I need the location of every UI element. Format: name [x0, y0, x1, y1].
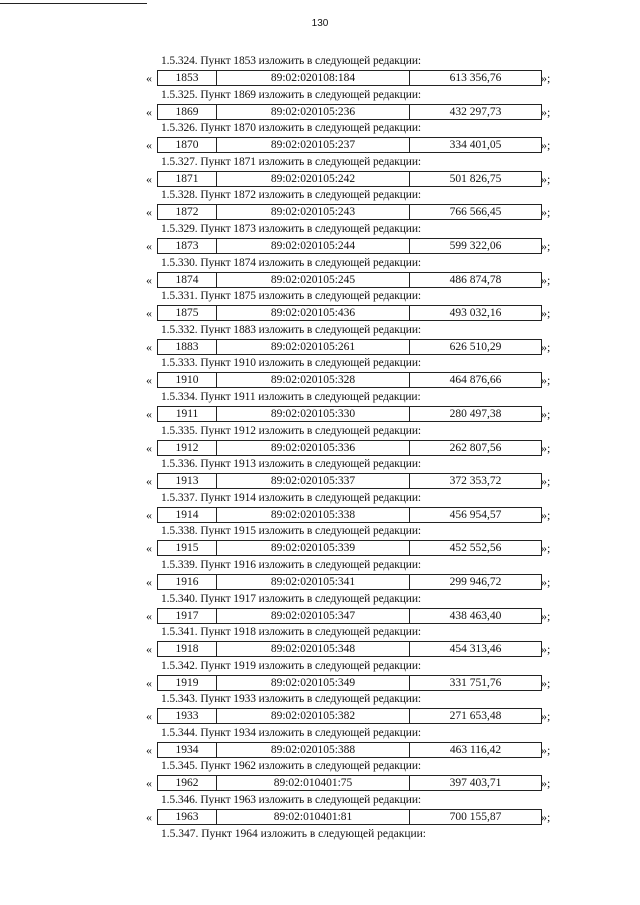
amount-cell: 700 155,87 [410, 810, 542, 825]
amendment-heading: 1.5.338. Пункт 1915 изложить в следующей редакции: [161, 525, 422, 538]
amount-cell: 452 552,56 [410, 541, 542, 556]
opening-quote: « [146, 104, 152, 119]
point-number-cell: 1963 [158, 810, 217, 825]
amendment-row-table [157, 809, 542, 825]
amendment-entry [0, 692, 640, 726]
amount-cell: 599 322,06 [410, 238, 542, 253]
closing-quote: »; [541, 642, 551, 657]
amendment-row-table [157, 742, 542, 758]
amount-cell: 486 874,78 [410, 272, 542, 287]
amount-cell: 766 566,45 [410, 205, 542, 220]
point-number-cell: 1870 [158, 138, 217, 153]
table-row [158, 742, 542, 757]
opening-quote: « [146, 373, 152, 388]
amendment-heading: 1.5.340. Пункт 1917 изложить в следующей редакции: [161, 592, 422, 605]
amendment-entry [0, 793, 640, 827]
amendment-entry [0, 121, 640, 155]
table-row [158, 810, 542, 825]
closing-quote: »; [541, 541, 551, 556]
opening-quote: « [146, 675, 152, 690]
amendment-heading: 1.5.343. Пункт 1933 изложить в следующей редакции: [161, 693, 422, 706]
amendment-row-table [157, 305, 542, 321]
amendment-row-table [157, 440, 542, 456]
amount-cell: 456 954,57 [410, 507, 542, 522]
closing-quote: »; [541, 709, 551, 724]
closing-quote: »; [541, 440, 551, 455]
opening-quote: « [146, 339, 152, 354]
amendment-heading: 1.5.335. Пункт 1912 изложить в следующей редакции: [161, 424, 422, 437]
point-number-cell: 1915 [158, 541, 217, 556]
point-number-cell: 1933 [158, 709, 217, 724]
table-row [158, 238, 542, 253]
amendment-heading: 1.5.328. Пункт 1872 изложить в следующей редакции: [161, 189, 422, 202]
amendment-row-table [157, 775, 542, 791]
cadastral-number-cell: 89:02:020105:341 [217, 574, 410, 589]
cadastral-number-cell: 89:02:020105:336 [217, 440, 410, 455]
amendment-heading: 1.5.334. Пункт 1911 изложить в следующей редакции: [161, 390, 421, 403]
table-row [158, 574, 542, 589]
amendment-entry [0, 54, 640, 88]
table-row [158, 642, 542, 657]
table-row [158, 138, 542, 153]
table-row [158, 272, 542, 287]
amount-cell: 454 313,46 [410, 642, 542, 657]
amount-cell: 397 403,71 [410, 776, 542, 791]
amendment-list [0, 54, 640, 827]
cadastral-number-cell: 89:02:020105:328 [217, 373, 410, 388]
amount-cell: 438 463,40 [410, 608, 542, 623]
amendment-heading: 1.5.333. Пункт 1910 изложить в следующей редакции: [161, 357, 422, 370]
closing-quote: »; [541, 776, 551, 791]
amendment-row-table [157, 473, 542, 489]
amendment-row-table [157, 272, 542, 288]
amendment-heading: 1.5.327. Пункт 1871 изложить в следующей редакции: [161, 155, 422, 168]
amount-cell: 334 401,05 [410, 138, 542, 153]
closing-quote: »; [541, 238, 551, 253]
amendment-entry [0, 659, 640, 693]
cadastral-number-cell: 89:02:020108:184 [217, 71, 410, 86]
opening-quote: « [146, 440, 152, 455]
amendment-entry [0, 625, 640, 659]
amendment-row-table [157, 507, 542, 523]
amendment-entry [0, 356, 640, 390]
closing-quote: »; [541, 272, 551, 287]
point-number-cell: 1874 [158, 272, 217, 287]
amendment-entry [0, 759, 640, 793]
amendment-heading: 1.5.331. Пункт 1875 изложить в следующей редакции: [161, 290, 422, 303]
amendment-entry [0, 289, 640, 323]
point-number-cell: 1913 [158, 474, 217, 489]
table-row [158, 709, 542, 724]
amendment-entry [0, 558, 640, 592]
amount-cell: 626 510,29 [410, 339, 542, 354]
table-row [158, 306, 542, 321]
amount-cell: 331 751,76 [410, 675, 542, 690]
closing-quote: »; [541, 373, 551, 388]
closing-quote: »; [541, 574, 551, 589]
amendment-heading: 1.5.329. Пункт 1873 изложить в следующей редакции: [161, 222, 422, 235]
opening-quote: « [146, 171, 152, 186]
amendment-row-table [157, 238, 542, 254]
amount-cell: 299 946,72 [410, 574, 542, 589]
cadastral-number-cell: 89:02:020105:347 [217, 608, 410, 623]
closing-quote: »; [541, 104, 551, 119]
cadastral-number-cell: 89:02:020105:236 [217, 104, 410, 119]
table-row [158, 406, 542, 421]
cadastral-number-cell: 89:02:020105:242 [217, 171, 410, 186]
cadastral-number-cell: 89:02:020105:243 [217, 205, 410, 220]
amount-cell: 493 032,16 [410, 306, 542, 321]
amendment-entry [0, 188, 640, 222]
amount-cell: 372 353,72 [410, 474, 542, 489]
amount-cell: 463 116,42 [410, 742, 542, 757]
table-row [158, 373, 542, 388]
table-row [158, 71, 542, 86]
opening-quote: « [146, 507, 152, 522]
closing-quote: »; [541, 507, 551, 522]
amount-cell: 280 497,38 [410, 406, 542, 421]
point-number-cell: 1912 [158, 440, 217, 455]
amendment-row-table [157, 608, 542, 624]
table-row [158, 339, 542, 354]
opening-quote: « [146, 474, 152, 489]
cadastral-number-cell: 89:02:010401:75 [217, 776, 410, 791]
cadastral-number-cell: 89:02:020105:261 [217, 339, 410, 354]
amendment-heading: 1.5.326. Пункт 1870 изложить в следующей редакции: [161, 122, 422, 135]
point-number-cell: 1934 [158, 742, 217, 757]
cadastral-number-cell: 89:02:020105:330 [217, 406, 410, 421]
opening-quote: « [146, 272, 152, 287]
closing-quote: »; [541, 306, 551, 321]
opening-quote: « [146, 574, 152, 589]
amendment-row-table [157, 675, 542, 691]
closing-quote: »; [541, 474, 551, 489]
opening-quote: « [146, 138, 152, 153]
final-amendment-heading: 1.5.347. Пункт 1964 изложить в следующей редакции: [161, 827, 426, 840]
closing-quote: »; [541, 608, 551, 623]
opening-quote: « [146, 608, 152, 623]
closing-quote: »; [541, 675, 551, 690]
amendment-entry [0, 524, 640, 558]
amendment-entry [0, 424, 640, 458]
table-row [158, 776, 542, 791]
amount-cell: 262 807,56 [410, 440, 542, 455]
cadastral-number-cell: 89:02:020105:337 [217, 474, 410, 489]
page-number: 130 [311, 18, 329, 29]
cadastral-number-cell: 89:02:010401:81 [217, 810, 410, 825]
amendment-entry [0, 390, 640, 424]
cadastral-number-cell: 89:02:020105:382 [217, 709, 410, 724]
amendment-heading: 1.5.325. Пункт 1869 изложить в следующей редакции: [161, 88, 422, 101]
point-number-cell: 1910 [158, 373, 217, 388]
point-number-cell: 1875 [158, 306, 217, 321]
amendment-entry [0, 155, 640, 189]
opening-quote: « [146, 709, 152, 724]
amendment-row-table [157, 171, 542, 187]
opening-quote: « [146, 205, 152, 220]
closing-quote: »; [541, 171, 551, 186]
table-row [158, 675, 542, 690]
amendment-row-table [157, 574, 542, 590]
cadastral-number-cell: 89:02:020105:237 [217, 138, 410, 153]
amendment-heading: 1.5.330. Пункт 1874 изложить в следующей редакции: [161, 256, 422, 269]
amendment-entry [0, 323, 640, 357]
cadastral-number-cell: 89:02:020105:244 [217, 238, 410, 253]
amendment-row-table [157, 137, 542, 153]
point-number-cell: 1873 [158, 238, 217, 253]
closing-quote: »; [541, 339, 551, 354]
table-row [158, 541, 542, 556]
amendment-heading: 1.5.336. Пункт 1913 изложить в следующей редакции: [161, 458, 422, 471]
amendment-row-table [157, 70, 542, 86]
point-number-cell: 1962 [158, 776, 217, 791]
amendment-entry [0, 491, 640, 525]
point-number-cell: 1883 [158, 339, 217, 354]
table-row [158, 474, 542, 489]
table-row [158, 507, 542, 522]
closing-quote: »; [541, 71, 551, 85]
opening-quote: « [146, 742, 152, 757]
point-number-cell: 1916 [158, 574, 217, 589]
amendment-entry [0, 88, 640, 122]
opening-quote: « [146, 238, 152, 253]
opening-quote: « [146, 642, 152, 657]
amendment-row-table [157, 406, 542, 422]
amount-cell: 271 653,48 [410, 709, 542, 724]
cadastral-number-cell: 89:02:020105:388 [217, 742, 410, 757]
amendment-heading: 1.5.342. Пункт 1919 изложить в следующей редакции: [161, 659, 422, 672]
table-row [158, 440, 542, 455]
amendment-entry [0, 256, 640, 290]
table-row [158, 171, 542, 186]
point-number-cell: 1853 [158, 71, 217, 86]
point-number-cell: 1869 [158, 104, 217, 119]
amount-cell: 501 826,75 [410, 171, 542, 186]
amendment-row-table [157, 641, 542, 657]
amount-cell: 464 876,66 [410, 373, 542, 388]
amendment-heading: 1.5.344. Пункт 1934 изложить в следующей редакции: [161, 726, 422, 739]
closing-quote: »; [541, 742, 551, 757]
amendment-row-table [157, 204, 542, 220]
amendment-heading: 1.5.345. Пункт 1962 изложить в следующей редакции: [161, 760, 422, 773]
closing-quote: »; [541, 205, 551, 220]
amendment-entry [0, 592, 640, 626]
amendment-heading: 1.5.337. Пункт 1914 изложить в следующей редакции: [161, 491, 422, 504]
point-number-cell: 1917 [158, 608, 217, 623]
closing-quote: »; [541, 810, 551, 825]
cadastral-number-cell: 89:02:020105:349 [217, 675, 410, 690]
point-number-cell: 1918 [158, 642, 217, 657]
opening-quote: « [146, 541, 152, 556]
table-row [158, 205, 542, 220]
amendment-row-table [157, 708, 542, 724]
top-rule [0, 3, 147, 4]
point-number-cell: 1872 [158, 205, 217, 220]
amendment-heading: 1.5.341. Пункт 1918 изложить в следующей редакции: [161, 626, 422, 639]
cadastral-number-cell: 89:02:020105:245 [217, 272, 410, 287]
cadastral-number-cell: 89:02:020105:338 [217, 507, 410, 522]
amount-cell: 613 356,76 [410, 71, 542, 86]
amendment-row-table [157, 339, 542, 355]
point-number-cell: 1911 [158, 406, 217, 421]
closing-quote: »; [541, 406, 551, 421]
opening-quote: « [146, 306, 152, 321]
amendment-row-table [157, 104, 542, 120]
table-row [158, 608, 542, 623]
amendment-entry [0, 457, 640, 491]
point-number-cell: 1914 [158, 507, 217, 522]
amendment-row-table [157, 372, 542, 388]
opening-quote: « [146, 71, 152, 85]
opening-quote: « [146, 810, 152, 825]
amendment-heading: 1.5.332. Пункт 1883 изложить в следующей редакции: [161, 323, 422, 336]
amendment-entry [0, 222, 640, 256]
cadastral-number-cell: 89:02:020105:436 [217, 306, 410, 321]
amendment-heading: 1.5.339. Пункт 1916 изложить в следующей редакции: [161, 558, 422, 571]
cadastral-number-cell: 89:02:020105:348 [217, 642, 410, 657]
point-number-cell: 1919 [158, 675, 217, 690]
amendment-heading: 1.5.346. Пункт 1963 изложить в следующей редакции: [161, 794, 422, 807]
closing-quote: »; [541, 138, 551, 153]
opening-quote: « [146, 406, 152, 421]
amendment-heading: 1.5.324. Пункт 1853 изложить в следующей редакции: [161, 55, 422, 67]
table-row [158, 104, 542, 119]
point-number-cell: 1871 [158, 171, 217, 186]
amendment-row-table [157, 540, 542, 556]
amount-cell: 432 297,73 [410, 104, 542, 119]
amendment-entry [0, 726, 640, 760]
opening-quote: « [146, 776, 152, 791]
cadastral-number-cell: 89:02:020105:339 [217, 541, 410, 556]
